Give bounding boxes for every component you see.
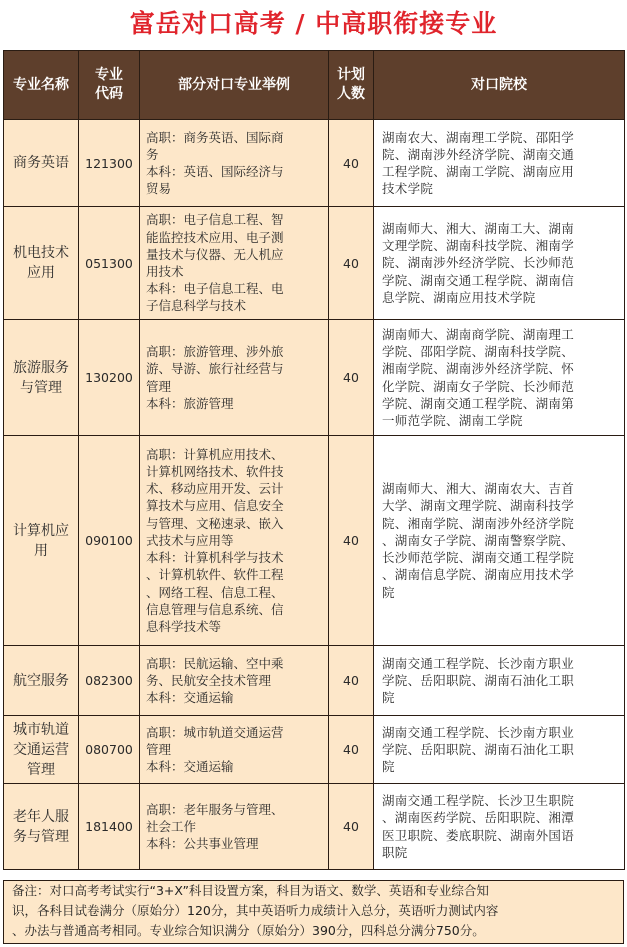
major-name-cell: [4, 646, 79, 716]
schools-line: 湘南学院、湖南涉外经济学院、怀: [382, 361, 575, 377]
major-name-line: 机电技术: [13, 245, 69, 261]
plan-count-cell: 40: [329, 646, 374, 716]
schools-line: 技术学院: [382, 181, 434, 197]
examples-line: 、计算机软件、软件工程: [146, 567, 284, 583]
examples-cell: [140, 207, 329, 320]
examples-line: 游、导游、旅行社经营与: [146, 361, 284, 377]
examples-line: 式技术与应用等: [146, 532, 234, 548]
major-name-line: 管理: [27, 761, 55, 778]
table-row: [4, 207, 625, 320]
footnote: [3, 880, 624, 944]
table-row: [4, 646, 625, 716]
schools-line: 学院、岳阳职院、湖南石油化工职: [382, 672, 575, 688]
plan-count-cell: 40: [329, 207, 374, 320]
schools-line: 化学院、湖南女子学院、长沙师范: [382, 378, 575, 394]
schools-cell: [374, 784, 625, 870]
schools-cell: [374, 207, 625, 320]
table-row: [4, 716, 625, 784]
schools-line: 一师范学院、湖南工学院: [382, 412, 523, 428]
examples-line: 高职：旅游管理、涉外旅: [146, 344, 284, 360]
examples-line: 用技术: [146, 264, 184, 279]
examples-cell: [140, 716, 329, 784]
examples-cell: [140, 646, 329, 716]
schools-line: 湖南交通工程学院、长沙卫生职院: [382, 793, 575, 809]
header-plan-line: 计划: [337, 67, 365, 83]
footnote-line: 、办法与普通高考相同。专业综合知识满分（原始分）390分，四科总分满分750分。: [12, 923, 485, 938]
examples-cell: [140, 436, 329, 646]
examples-line: 管理: [146, 378, 172, 394]
examples-line: 本科：交通运输: [146, 690, 234, 706]
examples-line: 高职：电子信息工程、智: [146, 212, 284, 228]
schools-cell: [374, 320, 625, 436]
major-name-line: 老年人服: [13, 808, 69, 825]
examples-line: 子信息科学与技术: [146, 298, 247, 314]
header-name: 专业名称: [4, 51, 79, 120]
examples-cell: [140, 784, 329, 870]
schools-line: 学院、湖南交通工程学院、湖南信: [382, 272, 575, 288]
examples-line: 贸易: [146, 181, 172, 197]
major-name-line: 航空服务: [13, 672, 69, 689]
major-code-cell: 082300: [79, 646, 140, 716]
plan-count-cell: 40: [329, 436, 374, 646]
major-name-line: 应用: [27, 265, 55, 281]
examples-cell: [140, 320, 329, 436]
schools-line: 职院: [382, 844, 408, 860]
schools-line: 院、湖南涉外经济学院、长沙师范: [382, 255, 575, 271]
plan-count-cell: 40: [329, 716, 374, 784]
schools-line: 大学、湖南文理学院、湖南科技学: [382, 498, 575, 514]
schools-line: 学院、岳阳职院、湖南石油化工职: [382, 741, 575, 757]
major-name-line: 计算机应: [13, 522, 69, 539]
schools-line: 长沙师范学院、湖南交通工程学院: [382, 550, 575, 566]
header-plan: [329, 51, 374, 120]
major-code-cell: 181400: [79, 784, 140, 870]
examples-line: 本科：交通运输: [146, 759, 234, 775]
major-code-cell: 130200: [79, 320, 140, 436]
major-name-line: 用: [34, 542, 48, 559]
schools-cell: [374, 646, 625, 716]
schools-line: 院、湖南涉外经济学院、湖南交通: [382, 146, 575, 162]
examples-line: 本科：计算机科学与技术: [146, 550, 284, 566]
major-code-cell: 090100: [79, 436, 140, 646]
major-name-cell: [4, 320, 79, 436]
major-name-cell: [4, 784, 79, 870]
examples-line: 能监控技术应用、电子测: [146, 229, 284, 245]
header-plan-line: 人数: [337, 86, 365, 102]
schools-line: 息学院、湖南应用技术学院: [382, 289, 536, 305]
schools-line: 学院、湖南交通工程学院、湖南第: [382, 395, 575, 411]
schools-line: 、湖南医药学院、岳阳职院、湘潭: [382, 810, 575, 826]
plan-count-cell: 40: [329, 320, 374, 436]
schools-line: 文理学院、湖南科技学院、湘南学: [382, 238, 575, 254]
schools-line: 湖南交通工程学院、长沙南方职业: [382, 724, 575, 740]
schools-line: 院: [382, 759, 395, 775]
examples-line: 算技术与应用、信息安全: [146, 498, 284, 514]
major-name-line: 旅游服务: [13, 359, 69, 376]
examples-line: 管理: [146, 741, 172, 757]
table-row: [4, 320, 625, 436]
majors-table: [3, 50, 625, 870]
major-code-cell: 121300: [79, 120, 140, 207]
schools-line: 、湖南信息学院、湖南应用技术学: [382, 567, 575, 583]
schools-line: 工程学院、湖南工学院、湖南应用: [382, 164, 575, 179]
examples-line: 本科：英语、国际经济与: [146, 164, 284, 179]
examples-line: 高职：民航运输、空中乘: [146, 655, 284, 671]
major-code-cell: 080700: [79, 716, 140, 784]
examples-line: 高职：城市轨道交通运营: [146, 724, 284, 740]
plan-count-cell: 40: [329, 784, 374, 870]
major-name-line: 务与管理: [13, 828, 69, 845]
examples-line: 本科：公共事业管理: [146, 836, 259, 852]
examples-line: 与管理、文秘速录、嵌入: [146, 515, 284, 531]
major-name-cell: [4, 207, 79, 320]
examples-line: 息科学技术等: [146, 618, 222, 634]
table-header-row: [4, 51, 625, 120]
major-name-cell: [4, 120, 79, 207]
schools-cell: [374, 716, 625, 784]
schools-line: 湖南师大、湖南商学院、湖南理工: [382, 326, 575, 342]
table-row: [4, 120, 625, 207]
major-name-cell: [4, 436, 79, 646]
examples-line: 计算机网络技术、软件技: [146, 464, 284, 480]
major-name-line: 城市轨道: [13, 721, 69, 738]
examples-line: 、网络工程、信息工程、: [146, 584, 284, 600]
schools-line: 学院、邵阳学院、湖南科技学院、: [382, 344, 575, 360]
major-code-cell: 051300: [79, 207, 140, 320]
schools-line: 医卫职院、娄底职院、湖南外国语: [382, 827, 575, 843]
examples-line: 高职：计算机应用技术、: [146, 446, 284, 462]
header-schools: 对口院校: [374, 51, 625, 120]
header-code-line: 专业: [95, 67, 123, 83]
major-name-line: 与管理: [20, 379, 62, 396]
plan-count-cell: 40: [329, 120, 374, 207]
schools-cell: [374, 120, 625, 207]
schools-line: 湖南师大、湘大、湖南工大、湖南: [382, 220, 575, 236]
page-title: 富岳对口高考 / 中高职衔接专业: [129, 9, 498, 38]
schools-cell: [374, 436, 625, 646]
examples-line: 务、民航安全技术管理: [146, 672, 272, 688]
header-code-line: 代码: [95, 86, 123, 102]
examples-cell: [140, 120, 329, 207]
table-row: [4, 436, 625, 646]
examples-line: 信息管理与信息系统、信: [146, 601, 284, 617]
schools-line: 院、湘南学院、湖南涉外经济学院: [382, 515, 575, 531]
examples-line: 务: [146, 146, 159, 162]
header-examples: 部分对口专业举例: [140, 51, 329, 120]
examples-line: 高职：商务英语、国际商: [146, 129, 284, 145]
examples-line: 本科：电子信息工程、电: [146, 281, 284, 297]
major-name-cell: [4, 716, 79, 784]
major-name-line: 交通运营: [13, 741, 69, 758]
table-row: [4, 784, 625, 870]
header-code: [79, 51, 140, 120]
examples-line: 高职：老年服务与管理、: [146, 801, 284, 817]
examples-line: 本科：旅游管理: [146, 395, 234, 411]
schools-line: 湖南交通工程学院、长沙南方职业: [382, 655, 575, 671]
schools-line: 湖南师大、湘大、湖南农大、吉首: [382, 481, 575, 497]
examples-line: 术、移动应用开发、云计: [146, 481, 284, 497]
footnote-line: 识，各科目试卷满分（原始分）120分，其中英语听力成绩计入总分，英语听力测试内容: [12, 903, 499, 918]
schools-line: 、湖南女子学院、湖南警察学院、: [382, 532, 575, 548]
major-name-line: 商务英语: [13, 155, 69, 171]
examples-line: 社会工作: [146, 818, 197, 834]
schools-line: 院: [382, 584, 395, 600]
examples-line: 量技术与仪器、无人机应: [146, 246, 284, 262]
footnote-line: 备注：对口高考考试实行“3+X”科目设置方案，科目为语文、数学、英语和专业综合知: [12, 883, 489, 898]
schools-line: 院: [382, 690, 395, 706]
schools-line: 湖南农大、湖南理工学院、邵阳学: [382, 129, 575, 145]
